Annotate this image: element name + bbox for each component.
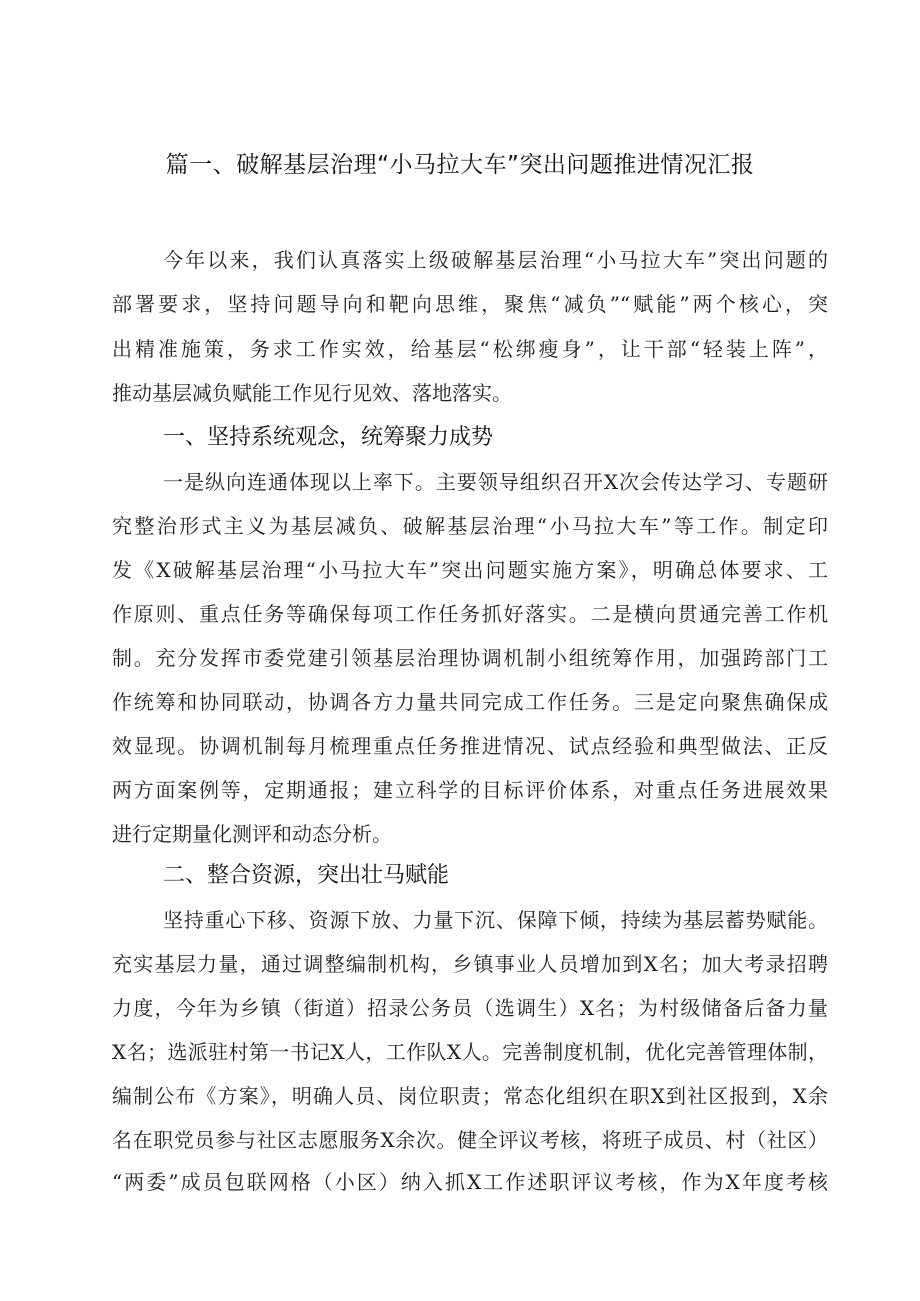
section2-line: 编制公布《方案》，明确人员、岗位职责；常态化组织在职X到社区报到，X余 (112, 1084, 828, 1108)
section-heading-2: 二、整合资源，突出壮马赋能 (163, 863, 450, 888)
section1-line: 究整治形式主义为基层减负、破解基层治理“小马拉大车”等工作。制定印 (112, 514, 828, 538)
section1-line: 作统筹和协同联动，协调各方力量共同完成工作任务。三是定向聚焦确保成 (112, 690, 828, 714)
section2-line: X名；选派驻村第一书记X人，工作队X人。完善制度机制，优化完善管理体制， (112, 1040, 828, 1064)
section1-line: 作原则、重点任务等确保每项工作任务抓好落实。二是横向贯通完善工作机 (112, 602, 828, 626)
section-heading-1: 一、坚持系统观念，统筹聚力成势 (163, 425, 494, 450)
section1-line: 制。充分发挥市委党建引领基层治理协调机制小组统筹作用，加强跨部门工 (112, 646, 828, 670)
intro-line: 部署要求，坚持问题导向和靶向思维，聚焦“减负”“赋能”两个核心，突 (112, 292, 828, 316)
intro-line: 今年以来，我们认真落实上级破解基层治理“小马拉大车”突出问题的 (163, 248, 828, 272)
intro-line: 出精准施策，务求工作实效，给基层“松绑瘦身”，让干部“轻装上阵”， (112, 337, 828, 361)
section2-line: 充实基层力量，通过调整编制机构，乡镇事业人员增加到X名；加大考录招聘 (112, 952, 828, 976)
section2-line: 力度，今年为乡镇（街道）招录公务员（选调生）X名；为村级储备后备力量 (112, 996, 828, 1020)
intro-line: 推动基层减负赋能工作见行见效、落地落实。 (112, 381, 512, 405)
section1-line: 两方面案例等，定期通报；建立科学的目标评价体系，对重点任务进展效果 (112, 778, 828, 802)
section1-line: 发《X破解基层治理“小马拉大车”突出问题实施方案》，明确总体要求、工 (112, 558, 828, 582)
section1-line: 进行定期量化测评和动态分析。 (112, 822, 392, 846)
section2-line: “两委”成员包联网格（小区）纳入抓X工作述职评议考核，作为X年度考核 (112, 1170, 828, 1194)
section1-line: 效显现。协调机制每月梳理重点任务推进情况、试点经验和典型做法、正反 (112, 734, 828, 758)
section2-line: 名在职党员参与社区志愿服务X余次。健全评议考核，将班子成员、村（社区） (112, 1128, 828, 1152)
section2-line: 坚持重心下移、资源下放、力量下沉、保障下倾，持续为基层蓄势赋能。 (163, 908, 828, 932)
section1-line: 一是纵向连通体现以上率下。主要领导组织召开X次会传达学习、专题研 (163, 470, 828, 494)
document-title: 篇一、破解基层治理“小马拉大车”突出问题推进情况汇报 (165, 152, 755, 178)
